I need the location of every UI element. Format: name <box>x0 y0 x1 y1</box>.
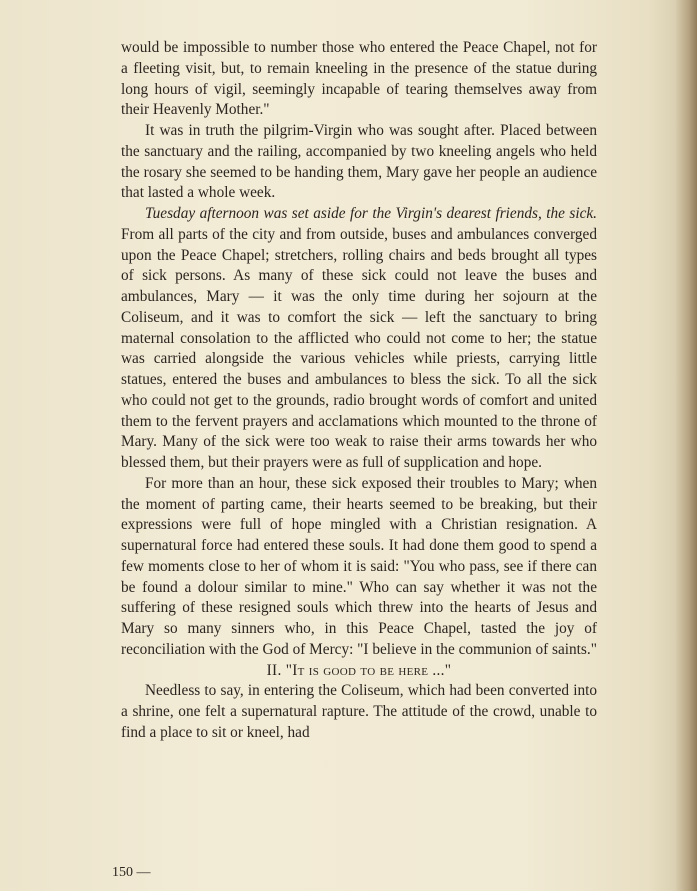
paragraph-1: would be impossible to number those who entered the Peace Chapel, not for a fleeting visit, but, to remain kneeling in the presence of the statue during long hours of vigil, seemingly incapable of tearing themselves away from their Heavenly Mother." <box>121 39 597 119</box>
paragraph-3 <box>121 204 597 474</box>
page-number: 150 — <box>112 865 151 880</box>
paragraph-3-italic-lead: Tuesday afternoon was set aside for the Virgin's dearest friends, the sick. <box>145 205 597 222</box>
section-title: "It is good to be here ..." <box>285 661 452 679</box>
section-numeral: II. <box>266 661 282 679</box>
paragraph-3-text: From all parts of the city and from outside, buses and ambulances converged upon the Peace Chapel; stretchers, rolling chairs and beds brought all types of sick persons. As many of these sick could not leave the buses and ambulances, Mary — it was the only time during her sojourn at the Coliseum, and it was to comfort the sick — left the sanctuary to bring maternal consolation to the afflicted who could not come to her; the statue was carried alongside the various vehicles while priests, carrying little statues, entered the buses and ambulances to bless the sick. To all the sick who could not get to the grounds, radio brought words of comfort and united them to the fervent prayers and acclamations which mounted to the throne of Mary. Many of the sick were too weak to raise their arms towards her who blessed them, but their prayers were as full of supplication and hope. <box>121 225 597 471</box>
paragraph-5: Needless to say, in entering the Coliseum, which had been converted into a shrine, one felt a supernatural rapture. The attitude of the crowd, unable to find a place to sit or kneel, had <box>121 682 597 741</box>
page-edge-shadow <box>675 0 697 891</box>
page-body <box>121 38 597 744</box>
section-heading <box>121 661 597 682</box>
paragraph-2: It was in truth the pilgrim-Virgin who was sought after. Placed between the sanctuary and the railing, accompanied by two kneeling angels who held the rosary she seemed to be handing them, Mary gave her people an audience that lasted a whole week. <box>121 122 597 202</box>
paragraph-4: For more than an hour, these sick exposed their troubles to Mary; when the moment of parting came, their hearts seemed to be breaking, but their expressions were full of hope mingled with a Christian resignation. A supernatural force had entered these souls. It had done them good to spend a few moments close to her of whom it is said: "You who pass, see if there can be found a dolour similar to mine." Who can say whether it was not the suffering of these resigned souls which threw into the hearts of Jesus and Mary so many sinners who, in this Peace Chapel, tasted the joy of reconciliation with the God of Mercy: "I believe in the communion of saints." <box>121 474 597 658</box>
